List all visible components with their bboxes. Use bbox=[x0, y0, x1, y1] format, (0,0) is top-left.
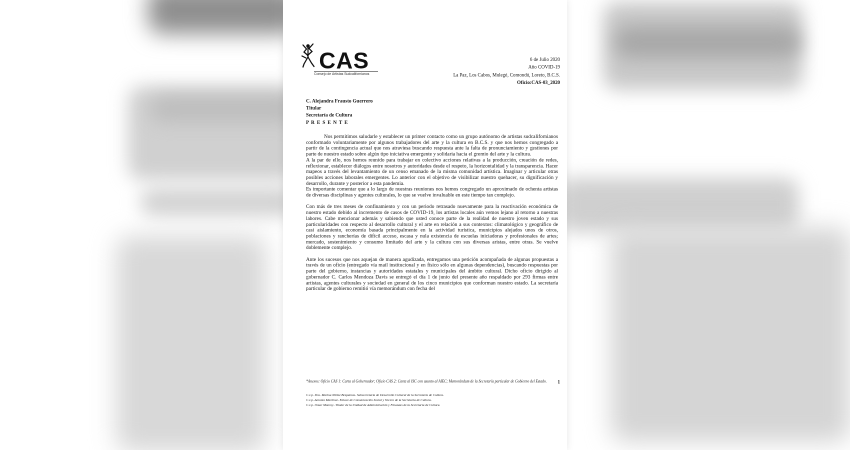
letter-body bbox=[306, 134, 558, 292]
body-paragraph: Es importante comentar que a lo largo de nuestras reuniones nos hemos congregado un aproximado de ochenta artistas de diversas disciplinas y agentes culturales, lo que se vuelve invaluable en este tiempo tan complejo. bbox=[306, 186, 558, 199]
ccp-block bbox=[306, 393, 560, 408]
cas-logo-subtitle: Consejo de Artistas Sudcalifornianos bbox=[314, 72, 378, 77]
recipient-block bbox=[306, 98, 373, 126]
body-paragraph: Ante los sucesos que nos aquejan de manera agudizada, entregamos una petición acompañada de algunas propuestas a través de un oficio (entregado vía mail institucional y en físico sólo en algunas dependencias), buscando respuestas por parte del gobierno, instancias y autoridades estatales y municipales del ámbito cultural. Dicho oficio dirigido al gobernador C. Carlos Mendoza Davis se entregó el día 1 de junio del presente año respaldado por 293 firmas entre artistas, agentes culturales y sociedad en general de los cinco municipios que conforman nuestro estado. La secretaría particular de gobierno remitió vía memorándum con fecha del bbox=[306, 256, 558, 292]
blurred-backdrop-right bbox=[567, 0, 850, 450]
recipient-title: Titular bbox=[306, 105, 322, 112]
letter-page-content bbox=[283, 0, 567, 450]
date-line: 6 de Julio 2020 bbox=[529, 57, 560, 63]
letter-page bbox=[283, 0, 567, 450]
cas-logo bbox=[300, 42, 385, 76]
body-paragraph: Con más de tres meses de confinamiento y con un periodo retrasado nuevamente para la reactivación económica de nuestro estado debido al incremento de casos de COVID-19, los artistas locales aún vemos lejano al retorno a nuestras labores. Cabe mencionar además y sabiendo que usted conoce parte de la realidad de nuestro joven estado y sus particularidades con respecto al desarrollo cultural y el arte en relación a sus contextos: climatológico y geográfico de casi aislamiento, economía basada principalmente en la actividad turística, municipios alejados unos de otros, poblaciones y rancherías de difícil acceso, escasa y nula existencia de escuelas iniciadoras y profesionales de artes; mercado, sostenimiento y consumo limitado del arte y la cultura con sus diversas aristas, entre otras. Se vuelve doblemente complejo. bbox=[306, 204, 558, 251]
blur-blob bbox=[150, 96, 283, 122]
ccp-line: C.c.p. Antonio Martínez- Enlace de Comunicación Social y Vocero de la Secretaría de Cultura. bbox=[306, 398, 432, 402]
ccp-line: C.c.p. Dra. Marina Núñez Bespalova- Subsecretaria de Desarrollo Cultural de la Secretaría de Cultura. bbox=[306, 393, 444, 397]
cas-logo-acronym: CAS bbox=[319, 47, 370, 74]
petroglyph-figure-icon bbox=[300, 42, 317, 71]
body-paragraph: A la par de ello, nos hemos reunido para trabajar en colectivo acciones relativas a la producción, creación de redes, reflexionar, establecer diálogos entre nosotros y autoridades desde el respeto, la horizontalidad y la transparencia. Hacer mapeos a través del levantamiento de un censo emanado de la misma comunidad artística. Imaginar y articular otras posibles acciones laborales emergentes. Lo anterior con el objetivo de visibilizar nuestro quehacer, su dignificación y desarrollo, durante y posterior a esta pandemia. bbox=[306, 157, 558, 187]
blurred-backdrop-left bbox=[0, 0, 283, 450]
blur-blob bbox=[148, 0, 283, 34]
date-block bbox=[453, 56, 560, 87]
blur-blob bbox=[567, 178, 799, 232]
year-covid-line: Año COVID-19 bbox=[528, 64, 560, 71]
recipient-name: C. Alejandra Frausto Guerrero bbox=[306, 98, 373, 104]
letter-footer bbox=[306, 379, 560, 408]
ccp-line: C.c.p. Omar Monroy- Titular de la Unidad de Administración y Finanzas de la Secretaría de Cultura. bbox=[306, 403, 441, 407]
blur-blob bbox=[611, 228, 850, 442]
recipient-presente: P R E S E N T E bbox=[306, 119, 349, 126]
blur-blob bbox=[116, 236, 266, 450]
municipalities-line: La Paz, Los Cabos, Mulegé, Comondú, Loreto, B.C.S. bbox=[453, 72, 560, 78]
page-number: 1 bbox=[557, 380, 560, 385]
oficio-number: Oficio:CAS-03_2020 bbox=[517, 80, 560, 86]
blur-blob bbox=[615, 26, 800, 58]
annex-footnote: *Anexos: Oficio CAS 1: Carta al Gobernador; Oficio CAS 2: Carta al ISC con asunto al AIEC; Memorándum de la Secretaría particular de Gobierno del Estado. bbox=[306, 379, 547, 384]
blur-blob bbox=[140, 188, 283, 216]
recipient-institution: Secretaría de Cultura bbox=[306, 112, 353, 119]
body-paragraph: Nos permitimos saludarle y establecer un primer contacto como un grupo autónomo de artistas sudcalifornianos conformado voluntariamente por algunos trabajadores del arte y la cultura en B.C.S. y que nos hemos congregado a partir de la contingencia actual que nos atraviesa buscando respuesta ante la falta de pronunciamiento y gestiones por parte de nuestro estado sobre algún tipo iniciativa emergente y solidaria hacia el gremio del arte y la cultura. bbox=[306, 134, 558, 158]
